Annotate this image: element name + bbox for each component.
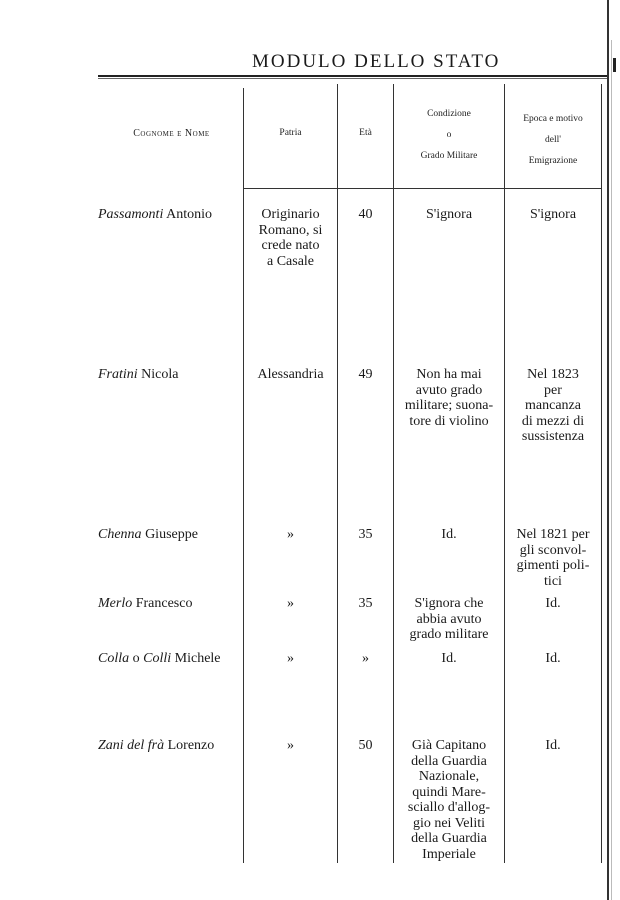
cell-line: S'ignora: [529, 207, 577, 222]
cell-line: Nel 1821 per: [516, 527, 590, 542]
cell-condizione: [394, 651, 504, 667]
given-name: Nicola: [141, 367, 179, 382]
surname: Zani del frà: [98, 738, 165, 753]
header-condizione: [394, 104, 504, 167]
cell-line: di mezzi di: [521, 413, 585, 429]
name-connector: o: [132, 651, 140, 666]
cell-line: crede nato: [261, 238, 320, 253]
surname: Passamonti: [98, 207, 164, 222]
cell-line: per: [544, 382, 562, 398]
table-row-name: [98, 207, 212, 223]
cell-condizione: [394, 527, 504, 543]
cell-line: S'ignora: [425, 207, 473, 222]
table-row-name: [98, 651, 221, 667]
cell-eta: 50: [358, 738, 373, 753]
cell-line: »: [287, 651, 294, 666]
cell-line: Nazionale,: [418, 769, 480, 784]
edge-mark: [613, 58, 616, 72]
cell-line: sussistenza: [521, 429, 585, 444]
table-row-name: [98, 738, 214, 754]
cell-line: Imperiale: [422, 846, 476, 862]
given-name: Michele: [174, 651, 221, 666]
cell-epoca: [505, 738, 601, 754]
cell-line: a Casale: [266, 253, 315, 269]
surname: Merlo: [98, 596, 133, 611]
cell-line: »: [287, 738, 294, 753]
cell-condizione: [394, 596, 504, 643]
cell-line: Id.: [545, 738, 561, 753]
page-title: MODULO DELLO STATO: [252, 51, 501, 72]
cell-patria: [244, 738, 337, 754]
cell-condizione: [394, 207, 504, 223]
cell-line: gio nei Veliti: [412, 815, 486, 831]
cell-epoca: [505, 651, 601, 667]
cell-line: della Guardia: [411, 753, 487, 769]
cell-line: Alessandria: [257, 367, 324, 382]
cell-line: grado militare: [409, 627, 489, 642]
cell-line: gimenti poli-: [516, 558, 590, 573]
cell-eta: 49: [358, 367, 373, 382]
column-divider-epoca: [601, 84, 602, 863]
header-cognome-nome: Cognome e Nome: [133, 128, 210, 139]
cell-epoca: [505, 367, 601, 445]
cell-condizione: [394, 738, 504, 862]
cell-eta: 40: [358, 207, 373, 222]
header-condizione-line: Grado Militare: [420, 151, 478, 161]
title-rule-thin: [98, 78, 608, 79]
header-eta: Età: [359, 128, 372, 138]
header-patria: Patria: [279, 128, 302, 138]
binding-edge: [607, 0, 609, 900]
header-condizione-line: Condizione: [427, 109, 471, 119]
cell-line: avuto grado: [415, 382, 483, 398]
header-underline: [243, 188, 601, 189]
cell-line: »: [287, 527, 294, 542]
cell-line: S'ignora che: [414, 596, 484, 611]
cell-patria: [244, 207, 337, 269]
cell-patria: [244, 527, 337, 543]
header-condizione-line: o: [446, 130, 452, 140]
cell-line: gli sconvol-: [519, 542, 587, 558]
table-row-name: [98, 367, 179, 383]
cell-line: Già Capitano: [411, 738, 487, 753]
cell-line: Non ha mai: [416, 367, 482, 382]
cell-eta: »: [362, 651, 369, 666]
cell-line: tici: [544, 573, 562, 589]
cell-line: militare; suona-: [404, 398, 494, 413]
cell-condizione: [394, 367, 504, 429]
cell-line: Originario: [261, 207, 320, 222]
cell-epoca: [505, 596, 601, 612]
cell-line: tore di violino: [409, 413, 489, 429]
header-epoca-line: Emigrazione: [528, 156, 578, 166]
cell-epoca: [505, 207, 601, 223]
given-name: Lorenzo: [167, 738, 215, 753]
cell-line: Id.: [441, 651, 457, 666]
cell-eta: 35: [358, 596, 373, 611]
cell-line: sciallo d'allog-: [407, 800, 491, 815]
title-rule: [98, 75, 608, 77]
cell-line: della Guardia: [411, 831, 487, 846]
cell-line: abbia avuto: [416, 611, 482, 627]
cell-line: Id.: [441, 527, 457, 542]
cell-line: Id.: [545, 651, 561, 666]
cell-eta: 35: [358, 527, 373, 542]
cell-patria: [244, 651, 337, 667]
surname: Chenna: [98, 527, 142, 542]
cell-patria: [244, 367, 337, 383]
cell-line: quindi Mare-: [412, 784, 486, 800]
binding-edge-inner: [611, 40, 612, 900]
table-row-name: [98, 596, 192, 612]
surname-alt: Colli: [143, 651, 172, 666]
cell-patria: [244, 596, 337, 612]
header-epoca: [505, 109, 601, 172]
table-row-name: [98, 527, 198, 543]
cell-line: Id.: [545, 596, 561, 611]
surname: Fratini: [98, 367, 138, 382]
given-name: Giuseppe: [145, 527, 198, 542]
given-name: Antonio: [166, 207, 212, 222]
cell-epoca: [505, 527, 601, 589]
cell-line: Nel 1823: [527, 367, 579, 382]
given-name: Francesco: [135, 596, 193, 611]
cell-line: »: [287, 596, 294, 611]
header-epoca-line: Epoca e motivo: [523, 114, 583, 124]
header-epoca-line: dell': [545, 135, 561, 145]
cell-line: Romano, si: [258, 222, 323, 238]
surname: Colla: [98, 651, 130, 666]
cell-line: mancanza: [525, 398, 581, 413]
